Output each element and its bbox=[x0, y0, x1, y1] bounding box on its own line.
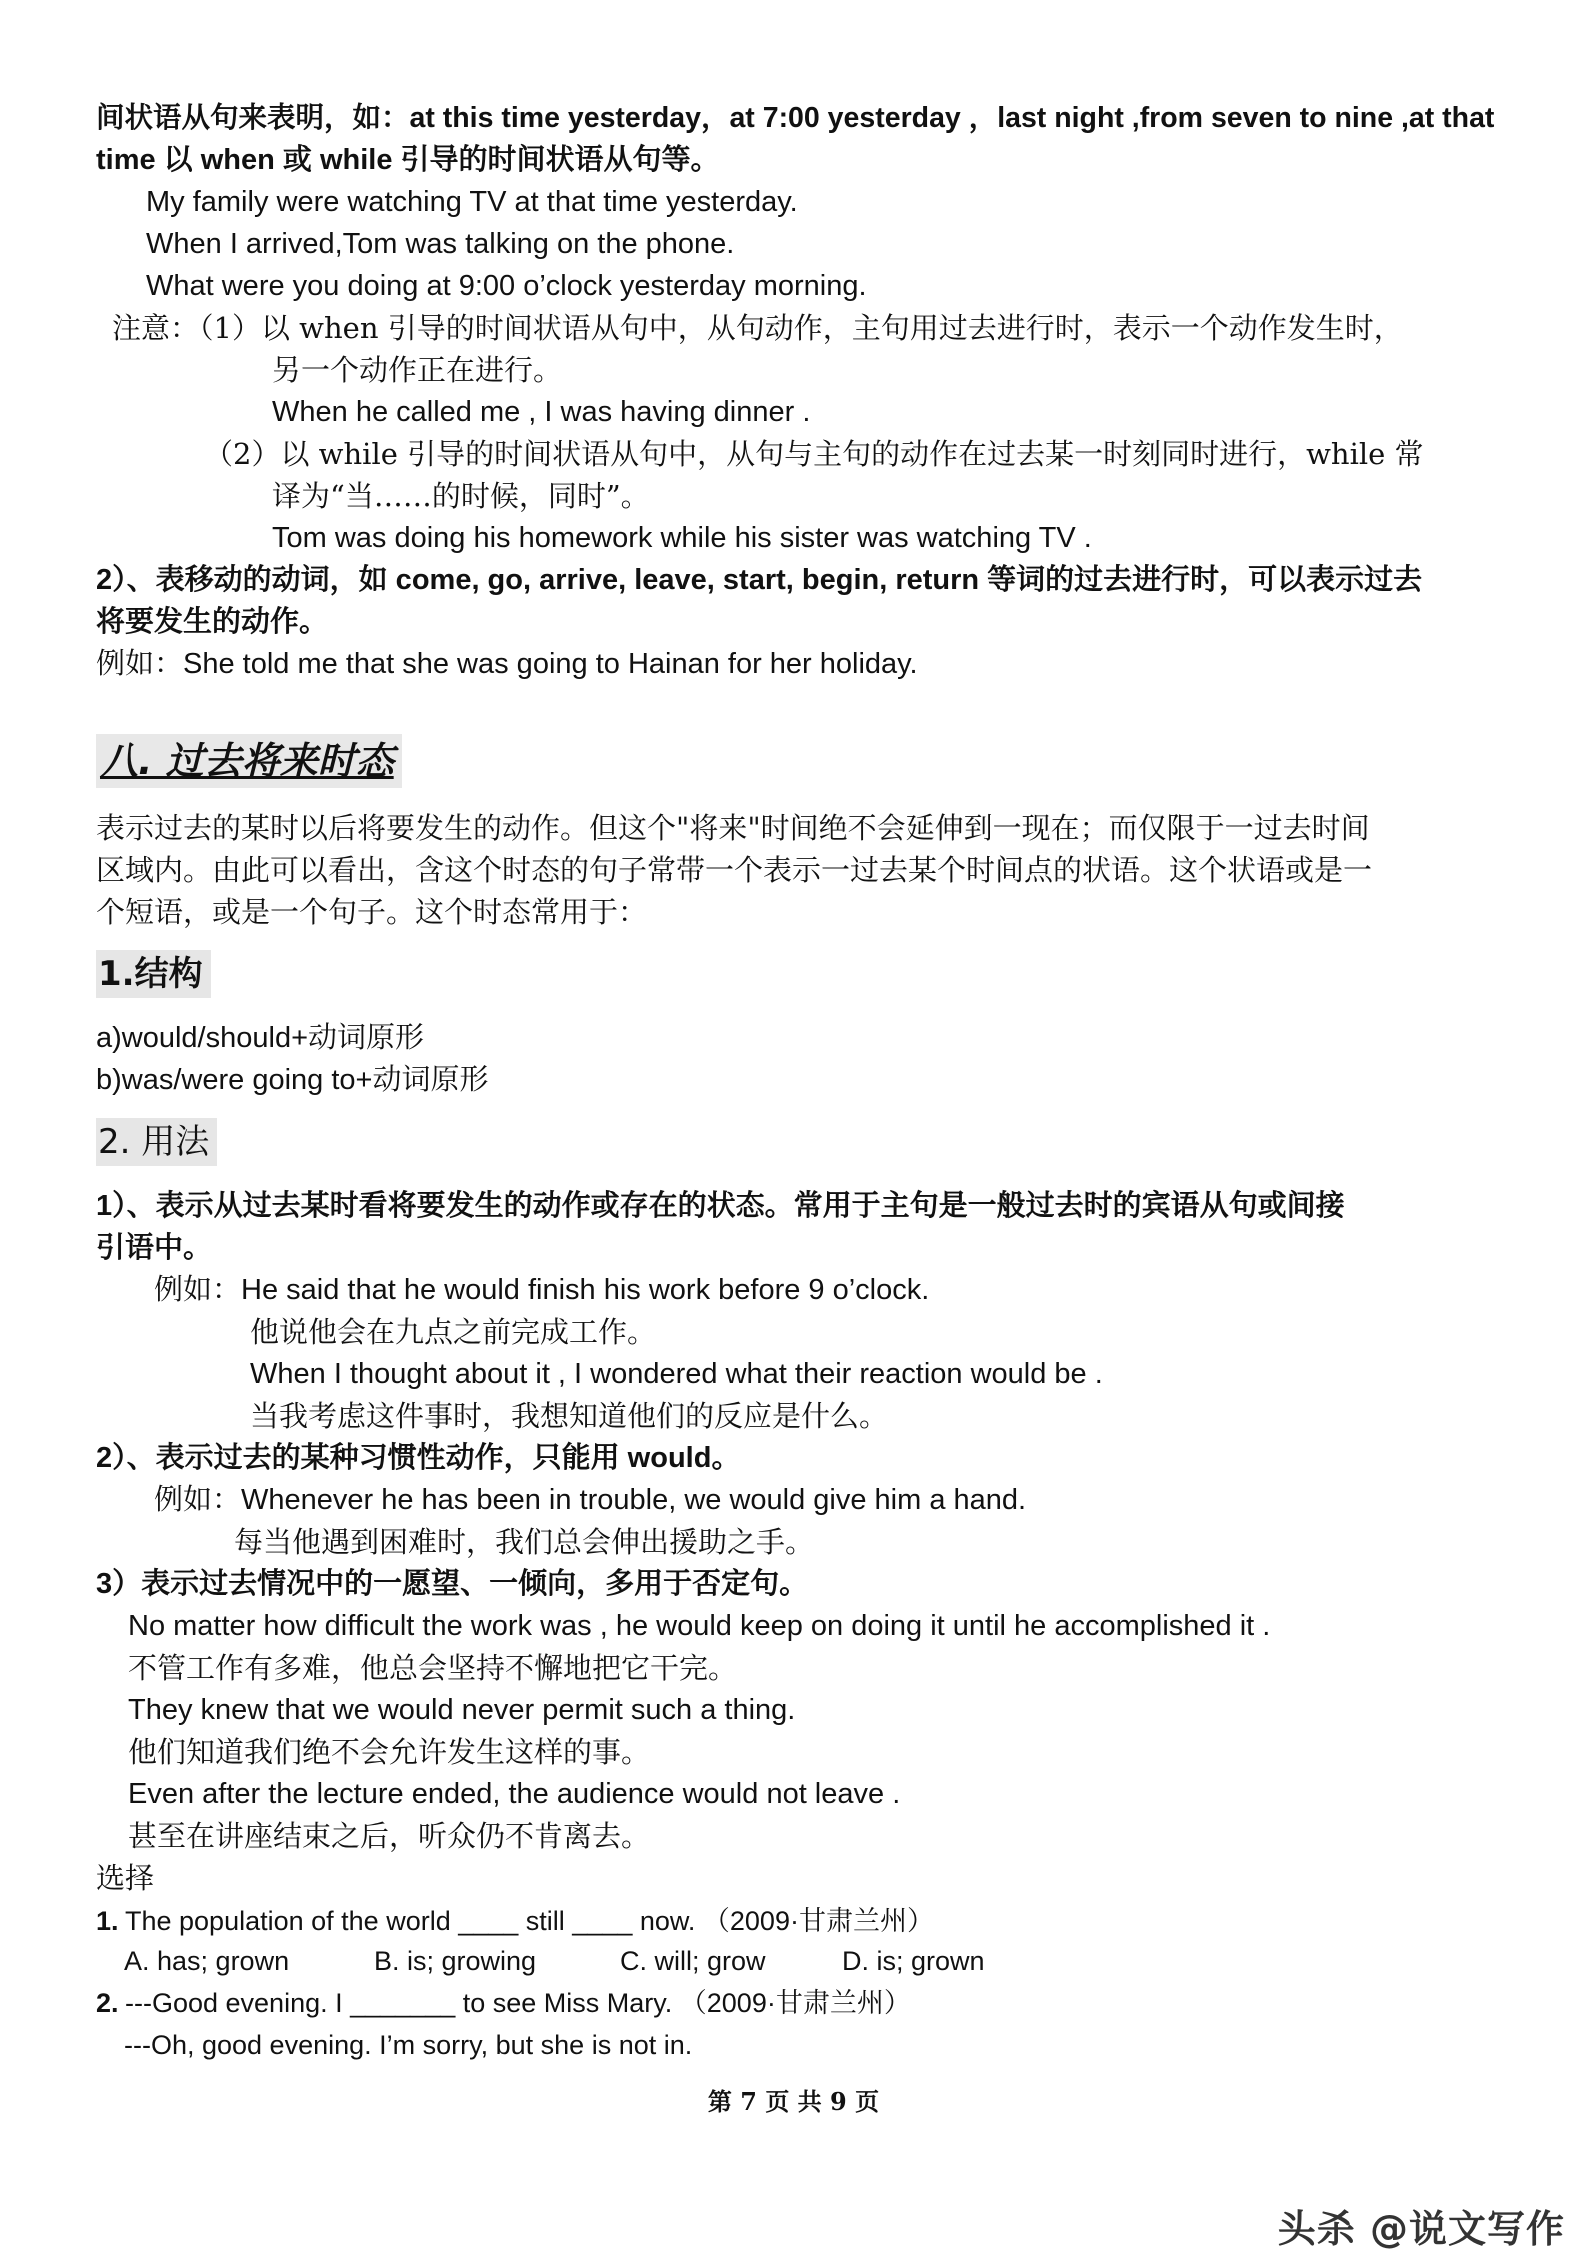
example-sentence: When I arrived,Tom was talking on the phone. bbox=[146, 228, 735, 260]
structure-item: a)would/should+动词原形 bbox=[96, 1022, 425, 1054]
translation-line: 不管工作有多难，他总会坚持不懈地把它干完。 bbox=[128, 1651, 738, 1685]
example-sentence: 例如：She told me that she was going to Hainan for her holiday. bbox=[96, 648, 918, 680]
translation-line: 他说他会在九点之前完成工作。 bbox=[250, 1315, 657, 1349]
rule-line: 3）表示过去情况中的一愿望、一倾向，多用于否定句。 bbox=[96, 1568, 809, 1600]
example-sentence: My family were watching TV at that time yesterday. bbox=[146, 186, 798, 218]
translation-line: 每当他遇到困难时，我们总会伸出援助之手。 bbox=[234, 1525, 815, 1559]
paragraph-line: 间状语从句来表明，如：at this time yesterday，at 7:00 yesterday ，last night ,from seven to nine ,at that bbox=[96, 102, 1495, 134]
paragraph-line: time 以 when 或 while 引导的时间状语从句等。 bbox=[96, 144, 720, 176]
paragraph-line: 表示过去的某时以后将要发生的动作。但这个"将来"时间绝不会延伸到一现在；而仅限于一过去时间 bbox=[96, 811, 1370, 845]
structure-heading: 1.结构 bbox=[96, 950, 211, 998]
note-line: 注意：（1）以 when 引导的时间状语从句中，从句动作，主句用过去进行时，表示一个动作发生时， bbox=[112, 311, 1403, 345]
example-sentence: No matter how difficult the work was , he would keep on doing it until he accomplished it . bbox=[128, 1610, 1271, 1642]
rule-line: 2）、表示过去的某种习惯性动作，只能用 would。 bbox=[96, 1442, 741, 1474]
rule-line: 2）、表移动的动词，如 come, go, arrive, leave, start, begin, return 等词的过去进行时，可以表示过去 bbox=[96, 564, 1423, 596]
option-c: C. will; grow bbox=[620, 1946, 766, 1976]
example-sentence: 例如：Whenever he has been in trouble, we would give him a hand. bbox=[154, 1484, 1027, 1516]
example-sentence: 例如：He said that he would finish his work before 9 o’clock. bbox=[154, 1274, 930, 1306]
example-sentence: When I thought about it , I wondered what their reaction would be . bbox=[250, 1358, 1103, 1390]
example-sentence: Even after the lecture ended, the audience would not leave . bbox=[128, 1778, 901, 1810]
page-footer: 第 7 页 共 9 页 bbox=[707, 2087, 880, 2116]
paragraph-line: 个短语，或是一个句子。这个时态常用于： bbox=[96, 895, 648, 929]
translation-line: 甚至在讲座结束之后，听众仍不肯离去。 bbox=[128, 1819, 651, 1853]
example-sentence: They knew that we would never permit such a thing. bbox=[128, 1694, 796, 1726]
option-d: D. is; grown bbox=[842, 1946, 985, 1976]
note-line: 译为“当……的时候，同时”。 bbox=[272, 479, 650, 513]
question-number: 1. bbox=[96, 1906, 119, 1936]
example-sentence: Tom was doing his homework while his sister was watching TV . bbox=[272, 522, 1092, 554]
paragraph-line: 区域内。由此可以看出，含这个时态的句子常带一个表示一过去某个时间点的状语。这个状语或是一 bbox=[96, 853, 1373, 887]
translation-line: 当我考虑这件事时，我想知道他们的反应是什么。 bbox=[250, 1399, 889, 1433]
translation-line: 他们知道我们绝不会允许发生这样的事。 bbox=[128, 1735, 651, 1769]
exercise-heading: 选择 bbox=[96, 1861, 155, 1895]
option-b: B. is; growing bbox=[374, 1946, 537, 1976]
question-stem: ---Good evening. I _______ to see Miss Mary. （2009·甘肃兰州） bbox=[125, 1988, 911, 2018]
note-line: 另一个动作正在进行。 bbox=[272, 353, 563, 387]
watermark: 头杀 @说文写作 bbox=[1277, 2207, 1565, 2251]
question-dialogue-line: ---Oh, good evening. I’m sorry, but she is not in. bbox=[124, 2030, 693, 2060]
example-sentence: When he called me , I was having dinner . bbox=[272, 396, 811, 428]
question-stem: The population of the world ____ still ____ now. （2009·甘肃兰州） bbox=[125, 1906, 934, 1936]
rule-line: 1）、表示从过去某时看将要发生的动作或存在的状态。常用于主句是一般过去时的宾语从句或间接 bbox=[96, 1190, 1345, 1222]
note-line: （2）以 while 引导的时间状语从句中，从句与主句的动作在过去某一时刻同时进行，while 常 bbox=[204, 437, 1424, 471]
structure-item: b)was/were going to+动词原形 bbox=[96, 1064, 489, 1096]
rule-line: 将要发生的动作。 bbox=[96, 606, 329, 638]
example-sentence: What were you doing at 9:00 o’clock yesterday morning. bbox=[146, 270, 867, 302]
option-a: A. has; grown bbox=[124, 1946, 290, 1976]
rule-line: 引语中。 bbox=[96, 1232, 213, 1264]
section-title: 八. 过去将来时态 bbox=[96, 734, 402, 788]
usage-heading: 2. 用法 bbox=[96, 1118, 217, 1166]
question-number: 2. bbox=[96, 1988, 119, 2018]
